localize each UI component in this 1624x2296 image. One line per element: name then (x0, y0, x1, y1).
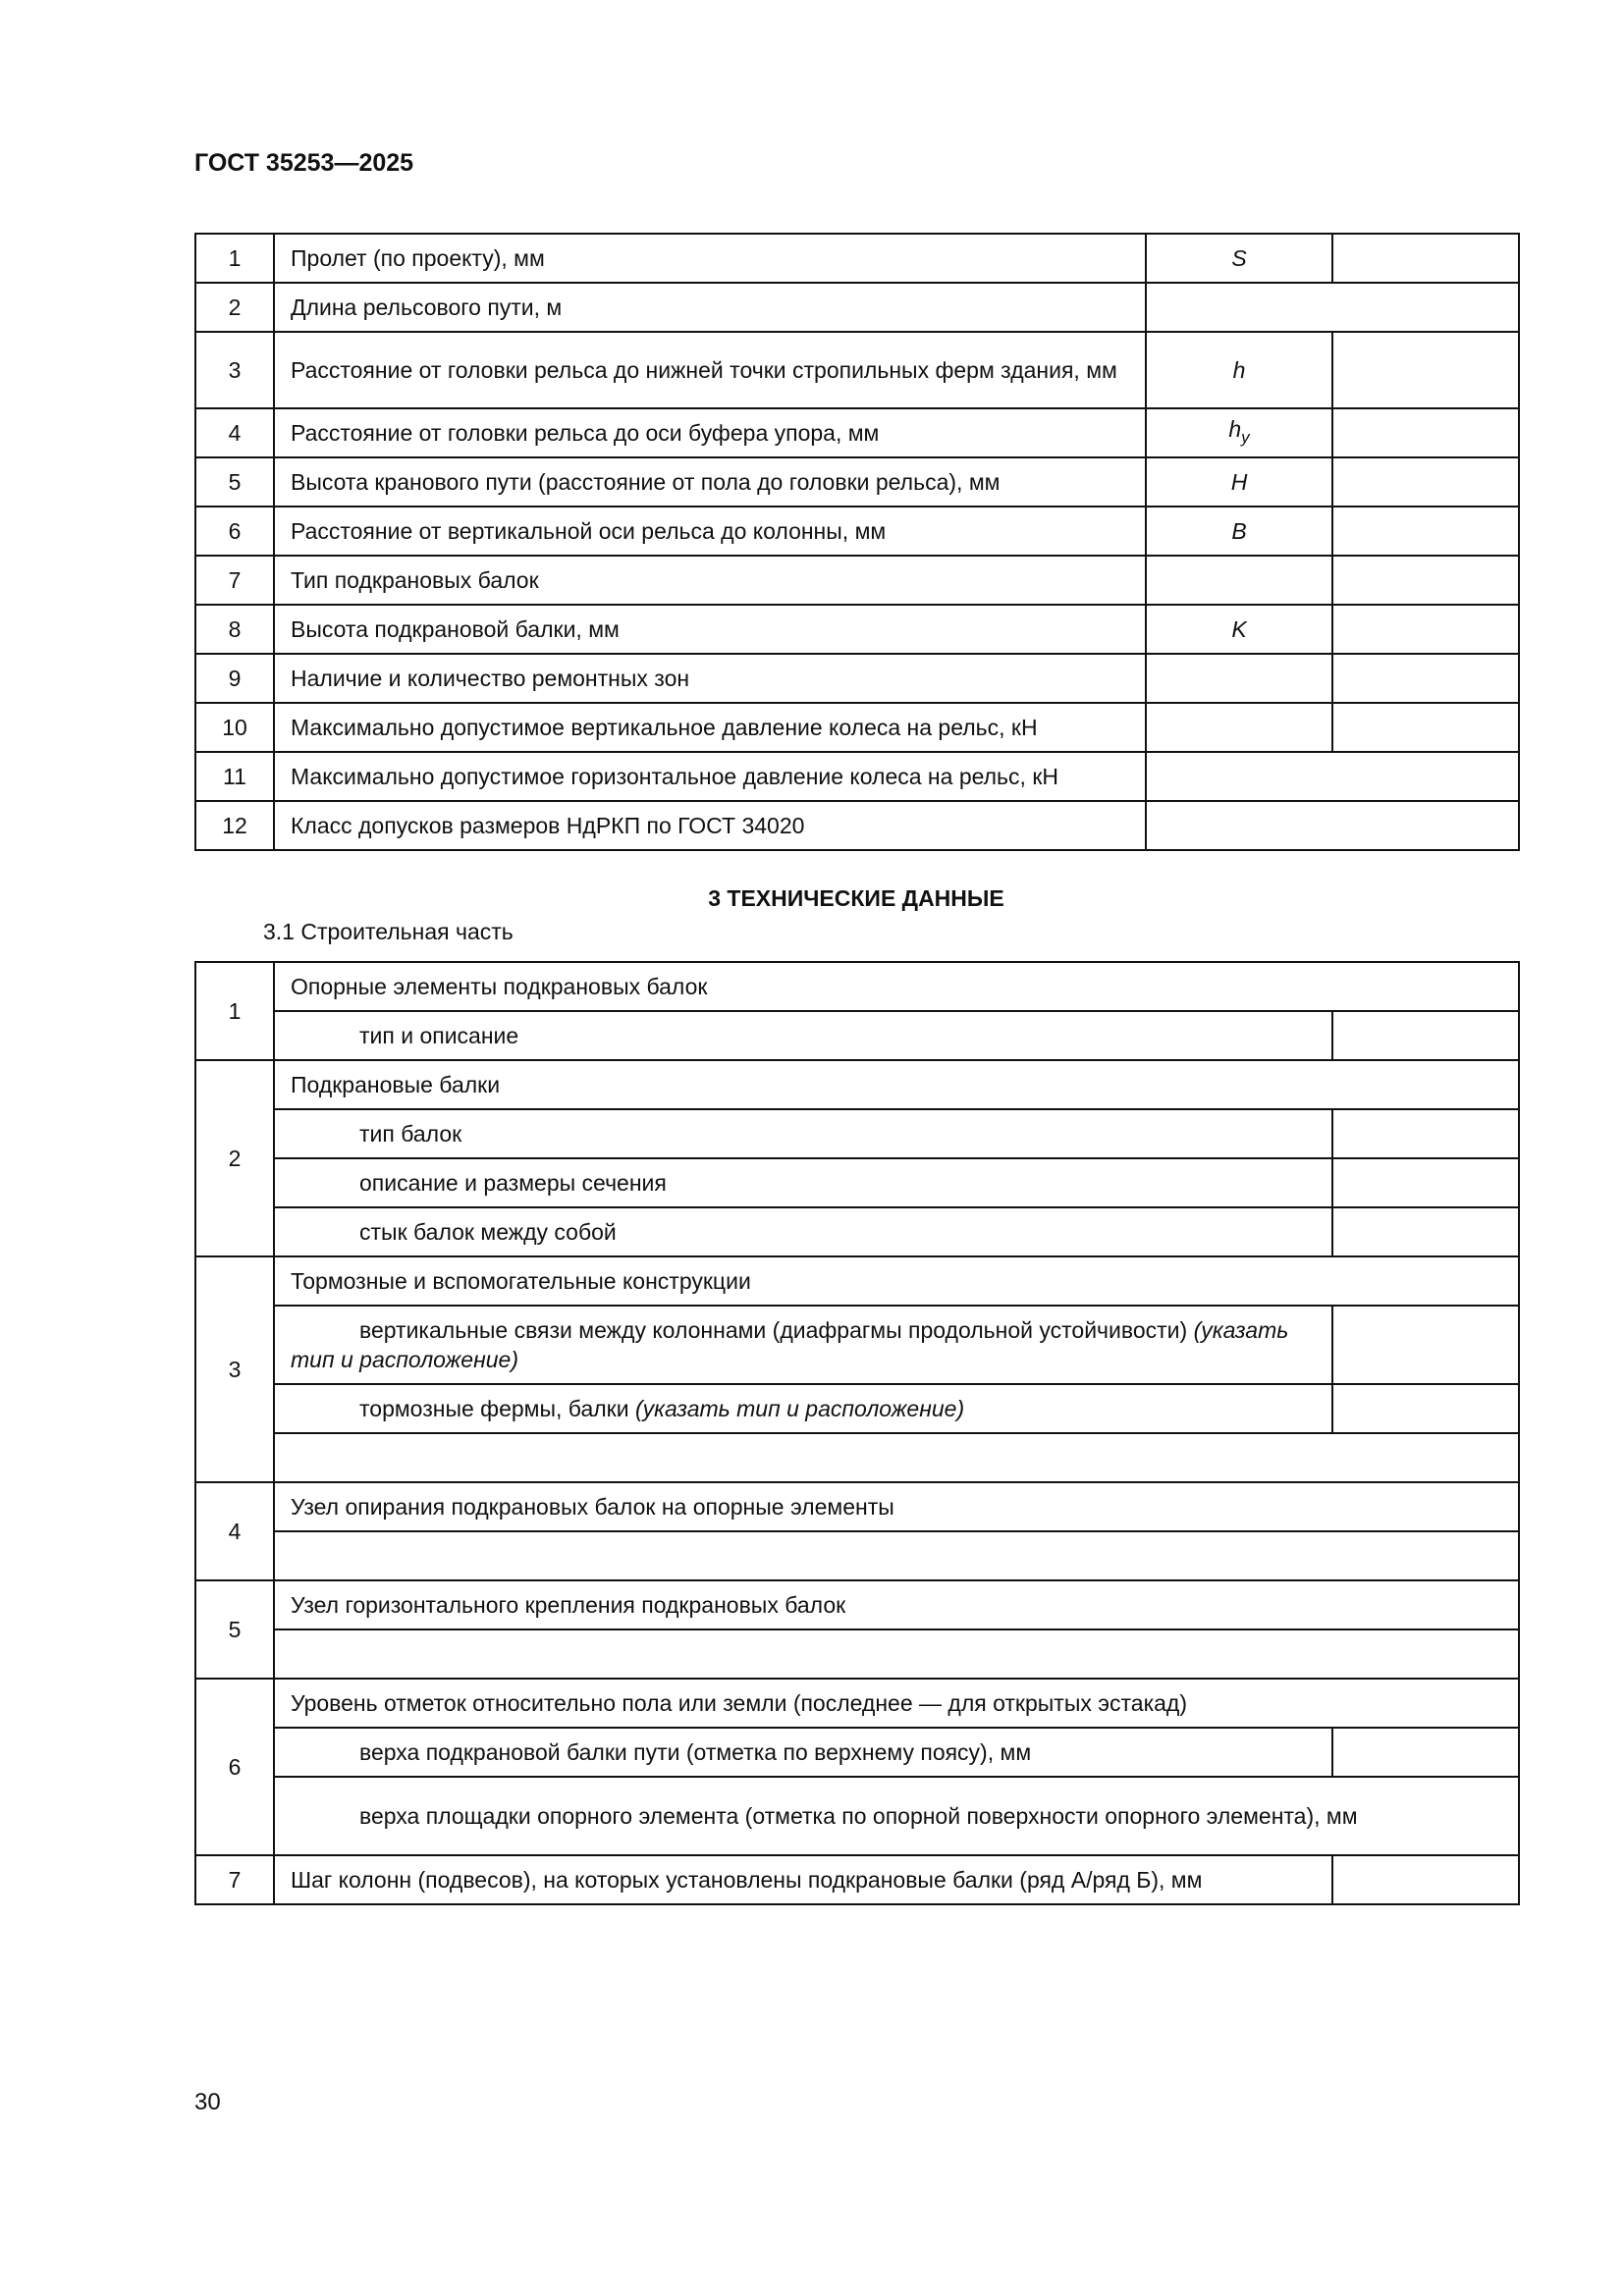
value-cell[interactable] (1332, 1306, 1519, 1384)
group-number: 7 (195, 1855, 274, 1904)
parameter-label: Высота кранового пути (расстояние от пола до головки рельса), мм (274, 457, 1146, 507)
parameter-label: Длина рельсового пути, м (274, 283, 1146, 332)
group-title: Узел опирания подкрановых балок на опорные элементы (274, 1482, 1519, 1531)
table-row (195, 408, 1519, 457)
table-row (195, 457, 1519, 507)
item-label: Шаг колонн (подвесов), на которых установлены подкрановые балки (ряд А/ряд Б), мм (274, 1855, 1332, 1904)
table-row (195, 1207, 1519, 1256)
section-heading: 3 ТЕХНИЧЕСКИЕ ДАННЫЕ (708, 885, 1004, 911)
row-number: 1 (195, 234, 274, 283)
table-row (195, 1256, 1519, 1306)
item-label: тип балок (274, 1109, 1332, 1158)
symbol-main: h (1228, 415, 1242, 442)
group-number: 4 (195, 1482, 274, 1580)
table-row (195, 1531, 1519, 1580)
item-label (274, 1306, 1332, 1384)
row-number: 11 (195, 752, 274, 801)
table-row (195, 801, 1519, 850)
item-label (274, 1384, 1332, 1433)
parameter-symbol (1146, 703, 1332, 752)
table-row (195, 1777, 1519, 1855)
value-cell[interactable] (1146, 801, 1519, 850)
parameter-symbol (1146, 408, 1332, 457)
item-label: верха площадки опорного элемента (отметка по опорной поверхности опорного элемента), мм (274, 1777, 1519, 1855)
group-title: Узел горизонтального крепления подкрановых балок (274, 1580, 1519, 1629)
value-cell[interactable] (1332, 234, 1519, 283)
crane-track-parameters-table (194, 233, 1520, 851)
table-row (195, 507, 1519, 556)
symbol-subscript: y (1241, 427, 1250, 447)
item-text: вертикальные связи между колоннами (диафрагмы продольной устойчивости) (359, 1317, 1188, 1343)
table-row (195, 1060, 1519, 1109)
blank-entry-cell[interactable] (274, 1629, 1519, 1679)
table-row (195, 1580, 1519, 1629)
value-cell[interactable] (1146, 752, 1519, 801)
document-code: ГОСТ 35253—2025 (194, 149, 414, 177)
row-number: 4 (195, 408, 274, 457)
value-cell[interactable] (1332, 1728, 1519, 1777)
table-row (195, 703, 1519, 752)
value-cell[interactable] (1332, 1384, 1519, 1433)
value-cell[interactable] (1332, 332, 1519, 408)
value-cell[interactable] (1332, 457, 1519, 507)
row-number: 10 (195, 703, 274, 752)
parameter-symbol (1146, 556, 1332, 605)
value-cell[interactable] (1332, 507, 1519, 556)
group-number: 5 (195, 1580, 274, 1679)
value-cell[interactable] (1332, 654, 1519, 703)
parameter-label: Максимально допустимое горизонтальное давление колеса на рельс, кН (274, 752, 1146, 801)
row-number: 8 (195, 605, 274, 654)
group-number: 2 (195, 1060, 274, 1256)
table-row (195, 1109, 1519, 1158)
parameter-label: Пролет (по проекту), мм (274, 234, 1146, 283)
row-number: 3 (195, 332, 274, 408)
value-cell[interactable] (1332, 1158, 1519, 1207)
value-cell[interactable] (1332, 1855, 1519, 1904)
row-number: 7 (195, 556, 274, 605)
row-number: 12 (195, 801, 274, 850)
parameter-label: Наличие и количество ремонтных зон (274, 654, 1146, 703)
group-title: Опорные элементы подкрановых балок (274, 962, 1519, 1011)
row-number: 5 (195, 457, 274, 507)
table-row (195, 283, 1519, 332)
table-row (195, 1011, 1519, 1060)
parameter-symbol: h (1146, 332, 1332, 408)
value-cell[interactable] (1332, 556, 1519, 605)
parameter-label: Высота подкрановой балки, мм (274, 605, 1146, 654)
table-row (195, 1158, 1519, 1207)
item-label: тип и описание (274, 1011, 1332, 1060)
table-row (195, 1306, 1519, 1384)
parameter-label: Расстояние от головки рельса до оси буфера упора, мм (274, 408, 1146, 457)
group-number: 1 (195, 962, 274, 1060)
group-title: Уровень отметок относительно пола или земли (последнее — для открытых эстакад) (274, 1679, 1519, 1728)
table-row (195, 1855, 1519, 1904)
item-text: тормозные фермы, балки (359, 1396, 629, 1421)
value-cell[interactable] (1332, 408, 1519, 457)
blank-entry-cell[interactable] (274, 1531, 1519, 1580)
table-row (195, 332, 1519, 408)
parameter-symbol: S (1146, 234, 1332, 283)
value-cell[interactable] (1146, 283, 1519, 332)
row-number: 2 (195, 283, 274, 332)
parameter-label: Максимально допустимое вертикальное давление колеса на рельс, кН (274, 703, 1146, 752)
table-row (195, 654, 1519, 703)
row-number: 9 (195, 654, 274, 703)
table-row (195, 1384, 1519, 1433)
parameter-label: Тип подкрановых балок (274, 556, 1146, 605)
table-row (195, 1482, 1519, 1531)
table-row (195, 1728, 1519, 1777)
value-cell[interactable] (1332, 1207, 1519, 1256)
table-row (195, 556, 1519, 605)
group-title: Подкрановые балки (274, 1060, 1519, 1109)
parameter-symbol (1146, 654, 1332, 703)
group-number: 3 (195, 1256, 274, 1482)
value-cell[interactable] (1332, 1109, 1519, 1158)
parameter-symbol: H (1146, 457, 1332, 507)
parameter-symbol: B (1146, 507, 1332, 556)
blank-entry-cell[interactable] (274, 1433, 1519, 1482)
parameter-symbol: K (1146, 605, 1332, 654)
item-label: описание и размеры сечения (274, 1158, 1332, 1207)
table-row (195, 1629, 1519, 1679)
construction-part-table (194, 961, 1520, 1905)
item-label: верха подкрановой балки пути (отметка по верхнему поясу), мм (274, 1728, 1332, 1777)
group-title: Тормозные и вспомогательные конструкции (274, 1256, 1519, 1306)
value-cell[interactable] (1332, 703, 1519, 752)
table-row (195, 234, 1519, 283)
table-row (195, 962, 1519, 1011)
parameter-label: Расстояние от вертикальной оси рельса до колонны, мм (274, 507, 1146, 556)
page-number: 30 (194, 2089, 221, 2115)
value-cell[interactable] (1332, 1011, 1519, 1060)
table-row (195, 1433, 1519, 1482)
item-label: стык балок между собой (274, 1207, 1332, 1256)
item-note: (указать тип и расположение) (634, 1396, 965, 1421)
row-number: 6 (195, 507, 274, 556)
value-cell[interactable] (1332, 605, 1519, 654)
parameter-label: Класс допусков размеров НдРКП по ГОСТ 34020 (274, 801, 1146, 850)
table-row (195, 752, 1519, 801)
item-note: (указать тип и расположение) (291, 1317, 1289, 1372)
group-number: 6 (195, 1679, 274, 1855)
table-row (195, 1679, 1519, 1728)
subsection-title: 3.1 Строительная часть (263, 919, 514, 944)
table-row (195, 605, 1519, 654)
parameter-label: Расстояние от головки рельса до нижней точки стропильных ферм здания, мм (274, 332, 1146, 408)
